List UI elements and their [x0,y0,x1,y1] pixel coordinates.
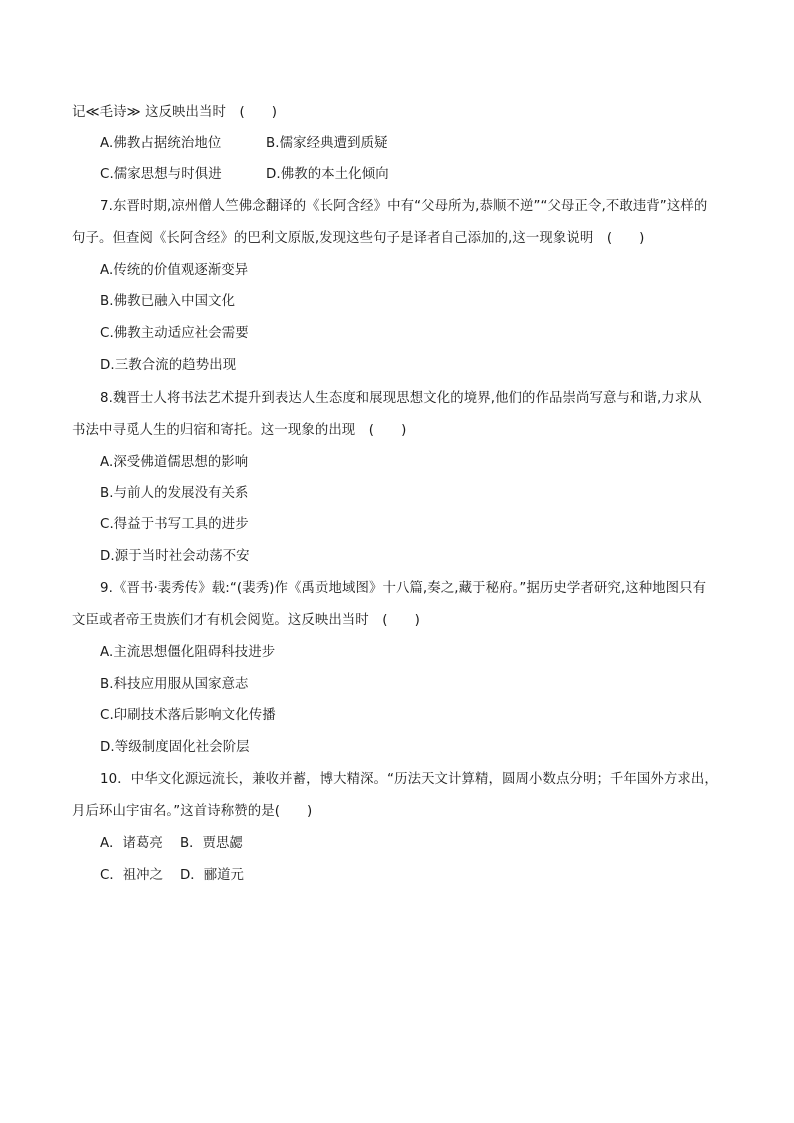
q9-option-a: A.主流思想僵化阻碍科技进步 [100,645,276,660]
q7-option-a: A.传统的价值观逐渐变异 [100,263,249,278]
q10-stem-line1: 10．中华文化源远流长，兼收并蓄，博大精深。“历法天文计算精，圆周小数点分明；千年国外方求出， [100,772,718,787]
q8-stem-line1: 8.魏晋士人将书法艺术提升到表达人生态度和展现思想文化的境界,他们的作品崇尚写意与和谐,力求从 [100,391,702,406]
prev-question-stem-end: 记≪毛诗≫ 这反映出当时 ( ) [72,105,278,120]
q8-stem-line2: 书法中寻觅人生的归宿和寄托。这一现象的出现 ( ) [72,423,407,438]
q7-option-b: B.佛教已融入中国文化 [100,294,236,309]
q10-option-a: A．诸葛亮 [100,836,163,851]
q10-stem-line2: 月后环山宇宙名。”这首诗称赞的是( ) [72,804,313,819]
prev-option-c: C.儒家思想与时俱进 [100,167,222,182]
prev-option-b: B.儒家经典遭到质疑 [266,136,388,151]
q9-stem-line2: 文臣或者帝王贵族们才有机会阅览。这反映出当时 ( ) [72,613,420,628]
q9-stem-line1: 9.《晋书·裴秀传》载:“(裴秀)作《禹贡地域图》十八篇,奏之,藏于秘府。”据历史学者研究,这种地图只有 [100,581,707,596]
q7-option-c: C.佛教主动适应社会需要 [100,326,249,341]
q8-option-c: C.得益于书写工具的进步 [100,517,249,532]
q10-option-d: D．郦道元 [180,868,244,883]
prev-option-a: A.佛教占据统治地位 [100,136,222,151]
q8-option-d: D.源于当时社会动荡不安 [100,549,250,564]
q9-option-d: D.等级制度固化社会阶层 [100,740,250,755]
q10-option-b: B．贾思勰 [180,836,243,851]
q10-option-c: C．祖冲之 [100,868,163,883]
q7-stem-line2: 句子。但查阅《长阿含经》的巴利文原版,发现这些句子是译者自己添加的,这一现象说明 ( ) [72,231,645,246]
q7-option-d: D.三教合流的趋势出现 [100,358,237,373]
q7-stem-line1: 7.东晋时期,凉州僧人竺佛念翻译的《长阿含经》中有“父母所为,恭顺不逆”“父母正令,不敢违背”这样的 [100,199,708,214]
q9-option-c: C.印刷技术落后影响文化传播 [100,708,276,723]
q8-option-b: B.与前人的发展没有关系 [100,486,249,501]
prev-option-d: D.佛教的本土化倾向 [266,167,389,182]
q9-option-b: B.科技应用服从国家意志 [100,677,249,692]
q8-option-a: A.深受佛道儒思想的影响 [100,455,249,470]
